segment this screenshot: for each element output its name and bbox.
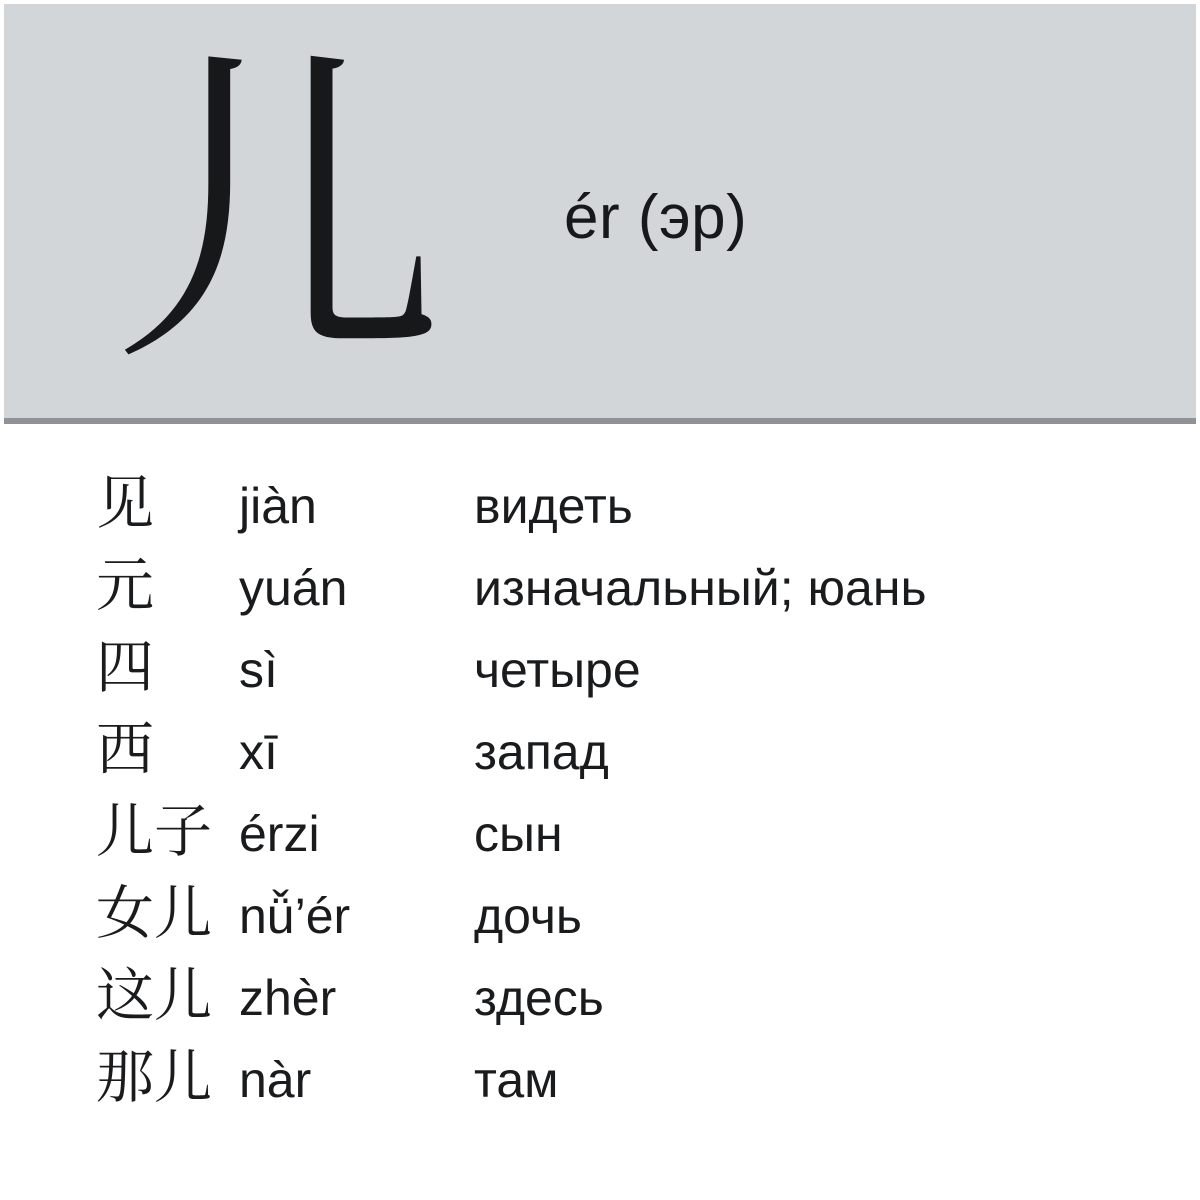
vocabulary-list	[4, 424, 1196, 1128]
entry-hanzi: 四	[96, 633, 155, 701]
list-item	[4, 715, 1196, 800]
entry-meaning: дочь	[474, 888, 582, 944]
entry-meaning: видеть	[474, 478, 633, 534]
list-item	[4, 961, 1196, 1046]
entry-hanzi: 儿子	[96, 797, 213, 865]
list-item	[4, 469, 1196, 554]
character-header	[4, 4, 1196, 424]
entry-meaning: запад	[474, 724, 609, 780]
entry-pinyin: nǚ’ér	[239, 888, 351, 944]
list-item	[4, 797, 1196, 882]
entry-meaning: четыре	[474, 642, 641, 698]
entry-pinyin: érzi	[239, 806, 320, 862]
entry-hanzi: 那儿	[96, 1043, 213, 1111]
entry-hanzi: 女儿	[96, 879, 213, 947]
main-reading: ér (эр)	[564, 183, 748, 252]
main-character: 儿	[114, 22, 444, 406]
entry-meaning: изначальный; юань	[474, 560, 927, 616]
entry-hanzi: 西	[96, 715, 155, 783]
entry-meaning: сын	[474, 806, 563, 862]
entry-meaning: здесь	[474, 970, 604, 1026]
entry-pinyin: yuán	[239, 560, 348, 616]
entry-pinyin: xī	[239, 724, 278, 780]
entry-pinyin: nàr	[239, 1052, 312, 1108]
entry-pinyin: sì	[239, 642, 278, 698]
entry-hanzi: 见	[96, 469, 155, 537]
entry-hanzi: 这儿	[96, 961, 213, 1029]
list-item	[4, 633, 1196, 718]
entry-hanzi: 元	[96, 551, 155, 619]
list-item	[4, 551, 1196, 636]
entry-meaning: там	[474, 1052, 559, 1108]
character-header-inner	[4, 4, 1196, 418]
entry-pinyin: zhèr	[239, 970, 337, 1026]
list-item	[4, 1043, 1196, 1128]
list-item	[4, 879, 1196, 964]
entry-pinyin: jiàn	[239, 478, 317, 534]
